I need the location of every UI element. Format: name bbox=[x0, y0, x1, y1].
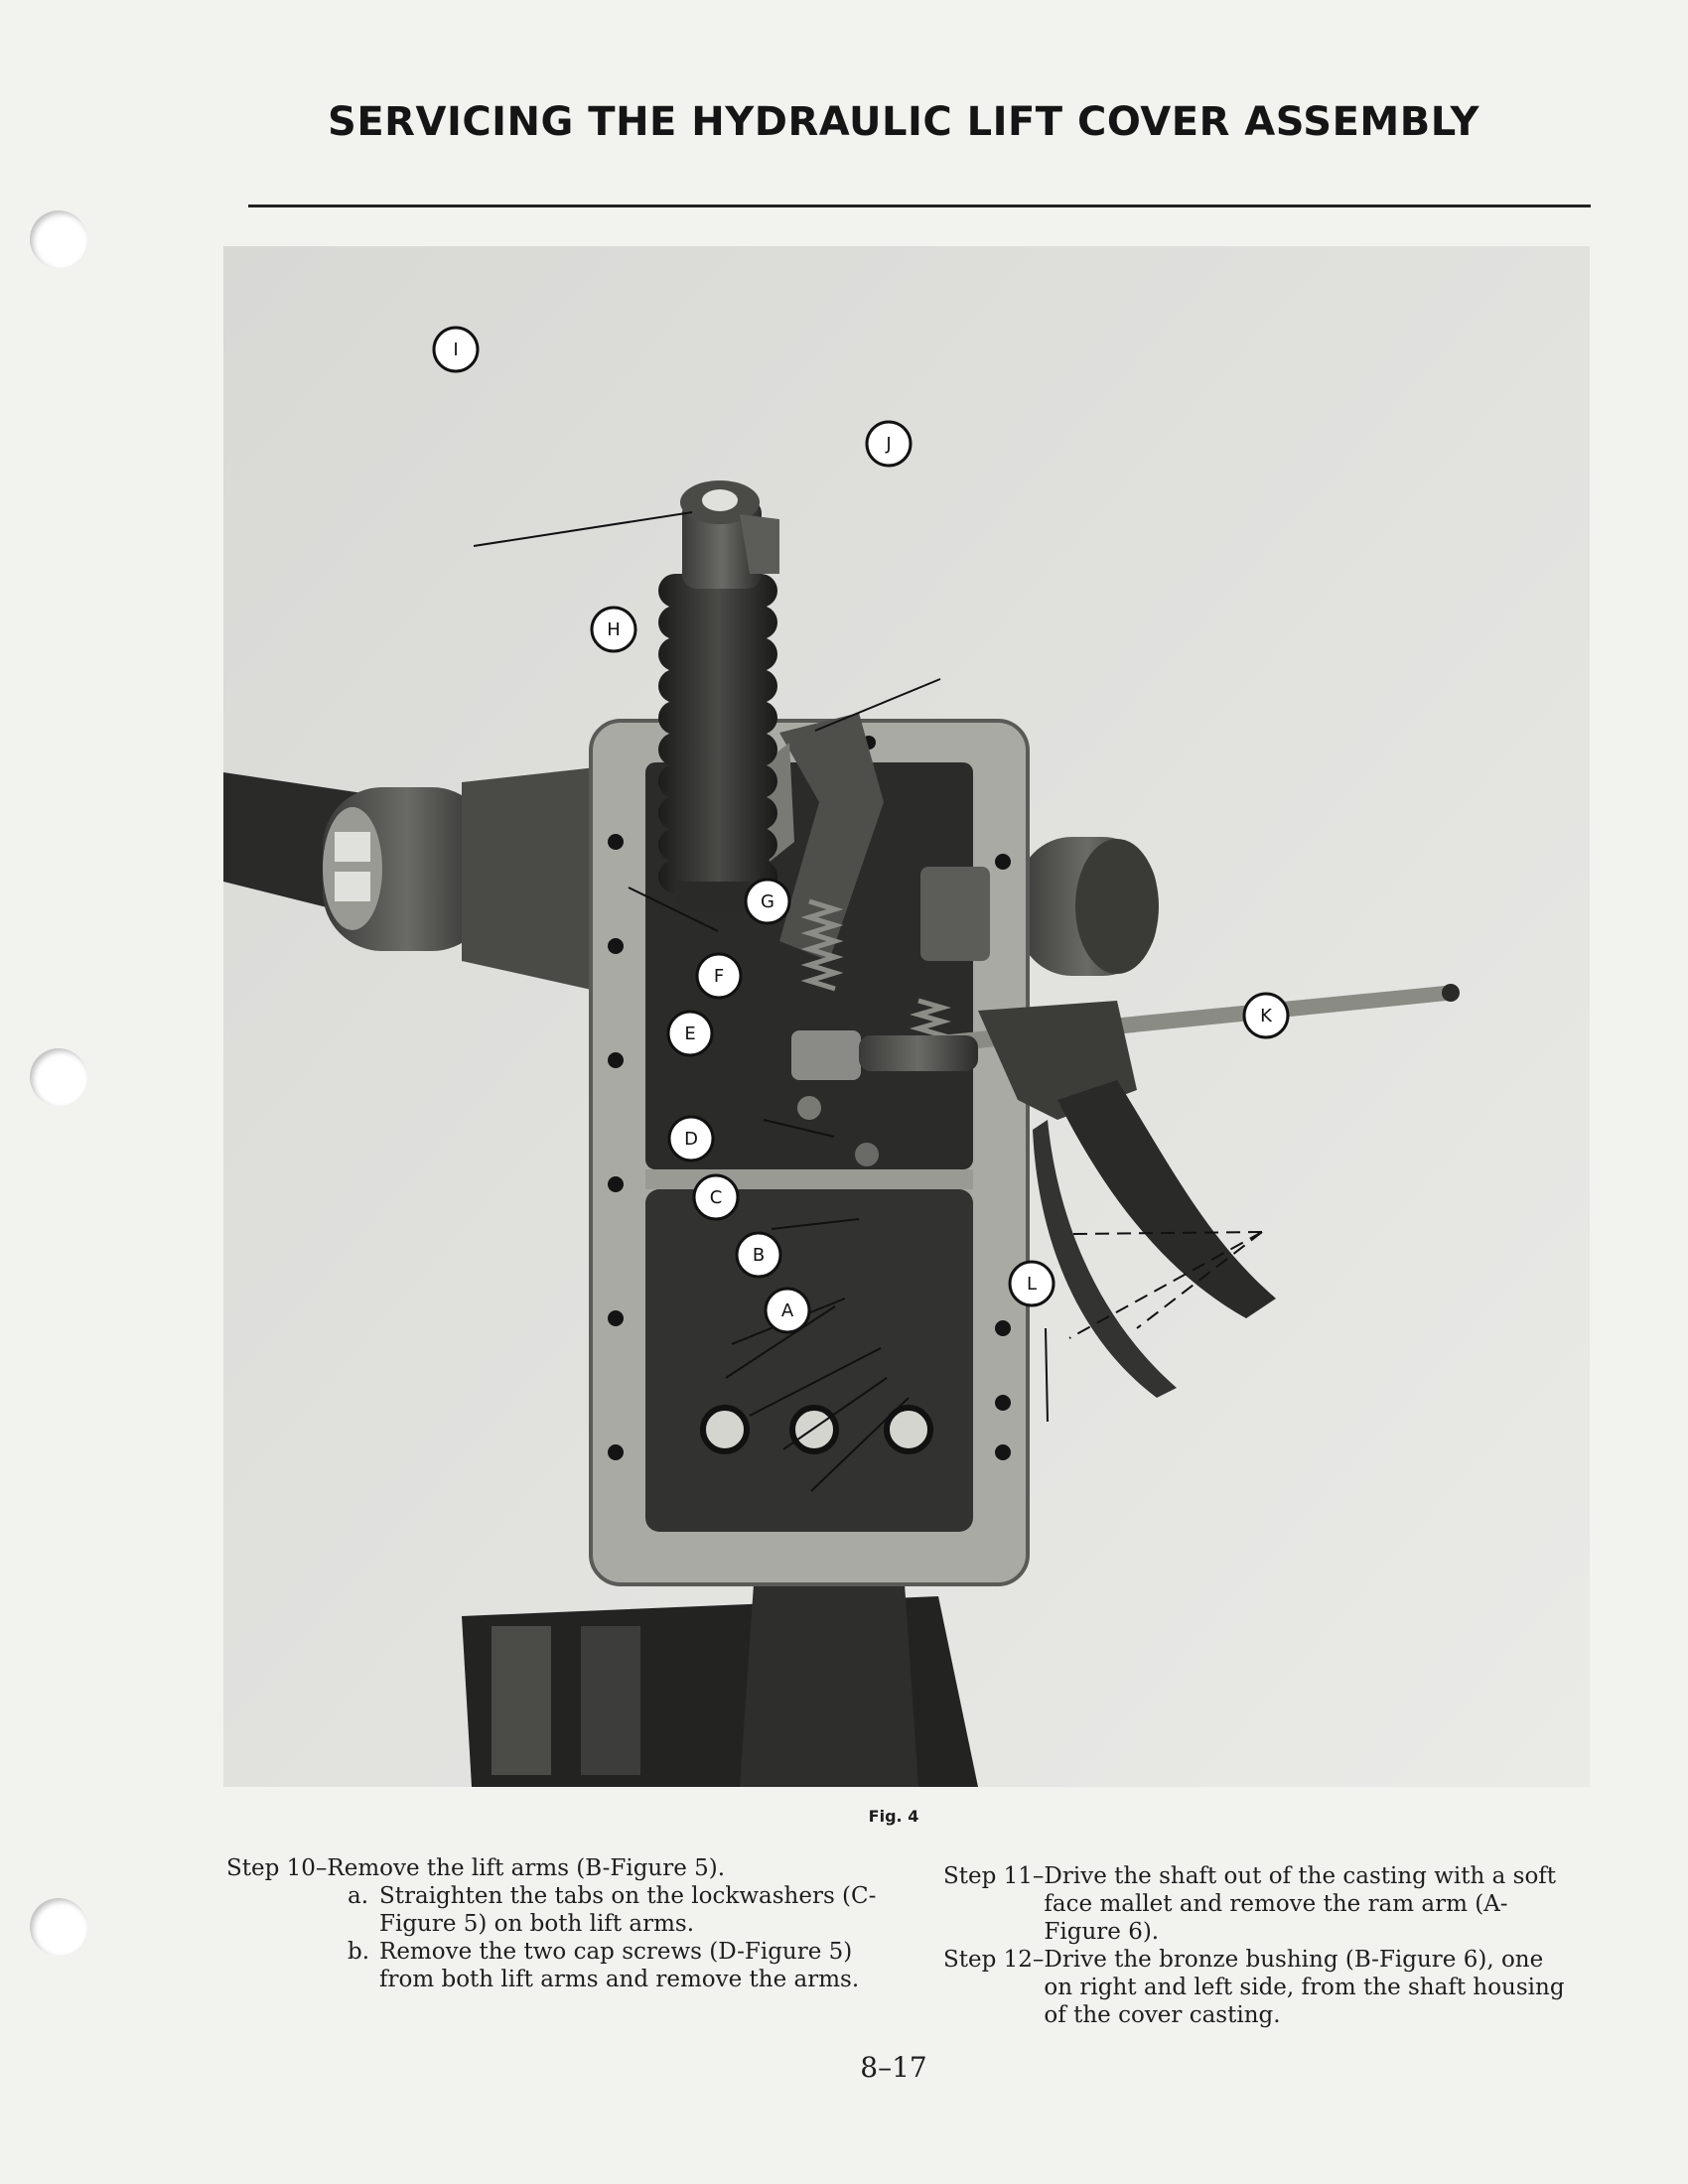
left-column bbox=[226, 1854, 882, 1993]
step-11 bbox=[943, 1862, 1579, 1946]
step-10-label: Step 10– bbox=[226, 1855, 328, 1881]
callout-l-label: L bbox=[1026, 1274, 1038, 1295]
punch-hole-middle bbox=[30, 1048, 87, 1106]
item-b-text: Remove the two cap screws (D-Figure 5) from both lift arms and remove the arms. bbox=[379, 1939, 860, 1992]
step-10-item-a bbox=[348, 1882, 882, 1938]
step-10-item-b bbox=[348, 1938, 882, 1993]
step-10 bbox=[226, 1854, 882, 1882]
item-a-letter: a. bbox=[348, 1883, 369, 1909]
punch-hole-bottom bbox=[30, 1898, 87, 1956]
callout-g-label: G bbox=[761, 891, 774, 912]
right-column bbox=[943, 1862, 1579, 2029]
step-12-text: Drive the bronze bushing (B-Figure 6), one on right and left side, from the shaft housing of the cover casting. bbox=[1044, 1947, 1565, 2028]
callout-f-label: F bbox=[713, 966, 725, 987]
callout-e-label: E bbox=[684, 1024, 696, 1044]
step-12 bbox=[943, 1946, 1579, 2029]
callout-d-label: D bbox=[684, 1129, 698, 1150]
title-rule bbox=[248, 205, 1591, 207]
callout-h-label: H bbox=[607, 619, 621, 640]
figure-caption: Fig. 4 bbox=[868, 1807, 919, 1826]
figure-photo bbox=[223, 246, 1590, 1787]
callout-i-label: I bbox=[453, 340, 459, 360]
callout-c-label: C bbox=[709, 1187, 723, 1208]
callout-k-label: K bbox=[1260, 1006, 1272, 1026]
page-number: 8–17 bbox=[860, 2051, 927, 2084]
callout-bubbles bbox=[223, 246, 1590, 1787]
step-11-text: Drive the shaft out of the casting with a soft face mallet and remove the ram arm (A-Figure 6). bbox=[1044, 1863, 1557, 1945]
step-11-label: Step 11– bbox=[943, 1863, 1045, 1889]
step-12-label: Step 12– bbox=[943, 1947, 1045, 1973]
callout-b-label: B bbox=[752, 1245, 766, 1266]
item-a-text: Straighten the tabs on the lockwashers (C-Figure 5) on both lift arms. bbox=[379, 1883, 877, 1937]
callout-j-label: J bbox=[886, 434, 892, 455]
step-10-text: Remove the lift arms (B-Figure 5). bbox=[327, 1855, 726, 1881]
callout-a-label: A bbox=[780, 1300, 794, 1321]
page-title: SERVICING THE HYDRAULIC LIFT COVER ASSEMBLY bbox=[328, 99, 1479, 145]
item-b-letter: b. bbox=[348, 1939, 370, 1965]
punch-hole-top bbox=[30, 210, 87, 268]
